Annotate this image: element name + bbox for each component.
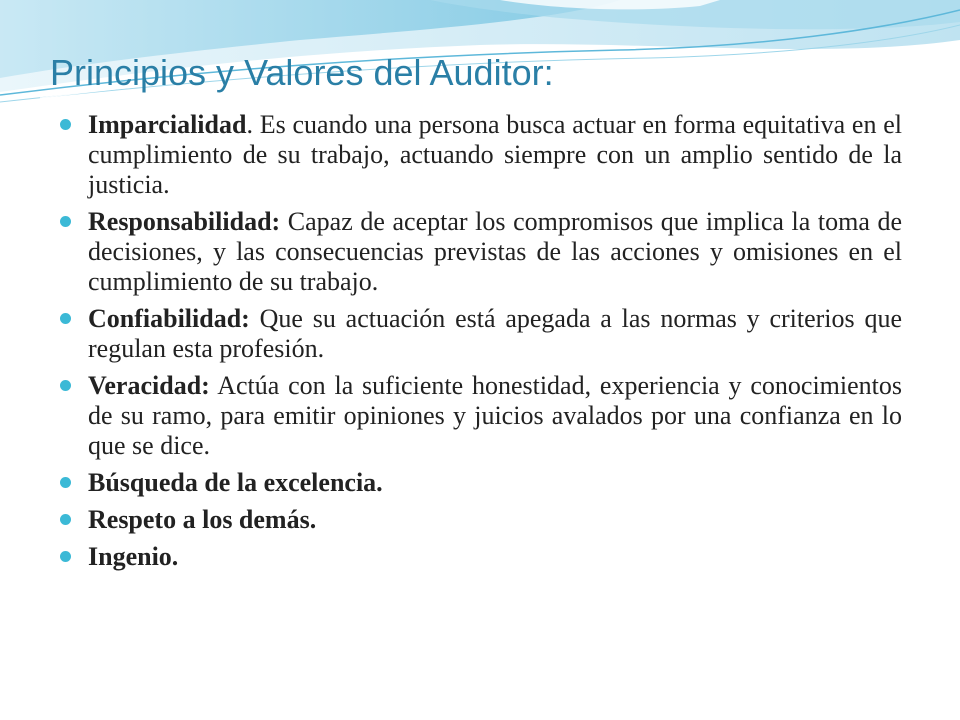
bullet-list: [60, 110, 902, 579]
bullet-icon: [60, 477, 71, 488]
bullet-icon: [60, 514, 71, 525]
list-item: [60, 304, 902, 364]
bullet-icon: [60, 119, 71, 130]
item-description: Que su actuación está apegada a las normas y criterios que regulan esta profesión.: [88, 304, 902, 363]
list-item: [60, 542, 902, 572]
list-item: [60, 505, 902, 535]
list-item: [60, 468, 902, 498]
page-title: Principios y Valores del Auditor:: [50, 52, 554, 93]
item-term: Responsabilidad:: [88, 207, 281, 236]
item-term: Ingenio.: [88, 542, 179, 571]
bullet-icon: [60, 216, 71, 227]
bullet-icon: [60, 551, 71, 562]
list-item: [60, 207, 902, 297]
item-description: Capaz de aceptar los compromisos que implica la toma de decisiones, y las consecuencias previstas de las acciones y omisiones en el cumplimiento de su trabajo.: [88, 207, 902, 296]
list-item: [60, 371, 902, 461]
item-term: Imparcialidad: [88, 110, 247, 139]
item-description: . Es cuando una persona busca actuar en forma equitativa en el cumplimiento de su trabajo, actuando siempre con un amplio sentido de la justicia.: [88, 110, 902, 199]
item-term: Búsqueda de la excelencia.: [88, 468, 383, 497]
item-term: Respeto a los demás.: [88, 505, 317, 534]
item-description: Actúa con la suficiente honestidad, experiencia y conocimientos de su ramo, para emitir opiniones y juicios avalados por una confianza en lo que se dice.: [88, 371, 902, 460]
list-item: [60, 110, 902, 200]
bullet-icon: [60, 313, 71, 324]
item-term: Veracidad:: [88, 371, 210, 400]
item-term: Confiabilidad:: [88, 304, 250, 333]
bullet-icon: [60, 380, 71, 391]
